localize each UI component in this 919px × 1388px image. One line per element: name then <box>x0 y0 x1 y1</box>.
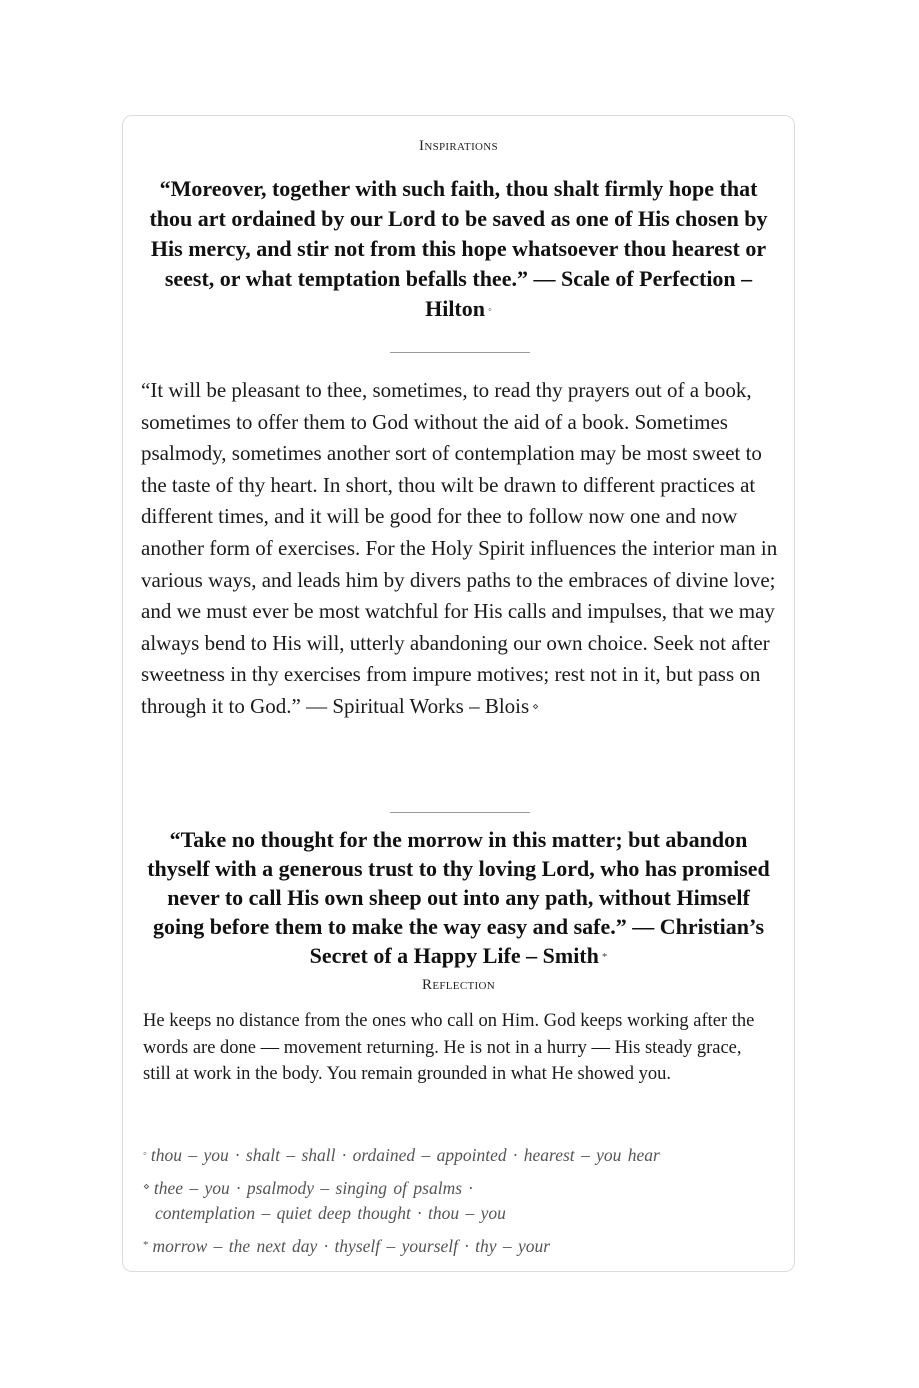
quote-text: “It will be pleasant to thee, sometimes, to read thy prayers out of a book, sometimes to offer them to God without the aid of a book. Sometimes psalmody, sometimes another sort of contemplation may be most sweet to the taste of thy heart. In short, thou wilt be drawn to different practices at different times, and it will be good for thee to follow now one and now another form of exercises. For the Holy Spirit influences the interior man in various ways, and leads him by divers paths to the embraces of divine love; and we must ever be most watchful for His calls and impulses, that we may always bend to His will, utterly abandoning our own choice. Seek not after sweetness in thy exercises from impure motives; rest not in it, but pass on through it to God.” — Spiritual Works – Blois <box>141 378 778 718</box>
reflection-heading: Reflection <box>422 977 495 993</box>
gloss-text-continued: contemplation – quiet deep thought · thou – you <box>155 1203 506 1223</box>
reflection-text: He keeps no distance from the ones who call on Him. God keeps working after the words are done — movement returning. He is not in a hurry — His steady grace, still at work in the body. You remain grounded in what He showed you. <box>143 1011 755 1085</box>
divider <box>390 352 530 353</box>
gloss-text: morrow – the next day · thyself – yourself · thy – your <box>152 1236 551 1256</box>
gloss-line <box>143 1233 784 1259</box>
quote-text: “Moreover, together with such faith, thou shalt firmly hope that thou art ordained by our Lord to be saved as one of His chosen by His mercy, and stir not from this hope whatsoever thou hearest or seest, or what temptation befalls thee.” — Scale of Perfection – Hilton <box>149 176 768 321</box>
gloss-line <box>143 1142 784 1168</box>
gloss-text: thee – you · psalmody – singing of psalms · <box>153 1178 473 1198</box>
quote-text: “Take no thought for the morrow in this matter; but abandon thyself with a generous trust to thy loving Lord, who has promised never to call His own sheep out into any path, without Himself going before them to make the way easy and safe.” — Christian’s Secret of a Happy Life – Smith <box>147 827 770 968</box>
quote-smith <box>143 825 774 972</box>
gloss-marker: ⋄ <box>143 1181 150 1193</box>
footnote-marker: ⋄ <box>532 700 540 713</box>
divider <box>390 812 530 813</box>
footnote-marker: ◦ <box>488 304 492 316</box>
gloss-line <box>143 1175 784 1226</box>
gloss-marker: * <box>143 1239 149 1251</box>
gloss-text: thou – you · shalt – shall · ordained – appointed · hearest – you hear <box>150 1145 660 1165</box>
inspiration-card <box>122 115 795 1272</box>
gloss-marker: ◦ <box>143 1148 147 1160</box>
quote-hilton <box>143 174 774 325</box>
footnote-marker: * <box>601 951 608 963</box>
quote-blois <box>141 375 780 724</box>
inspirations-heading: Inspirations <box>419 138 498 154</box>
